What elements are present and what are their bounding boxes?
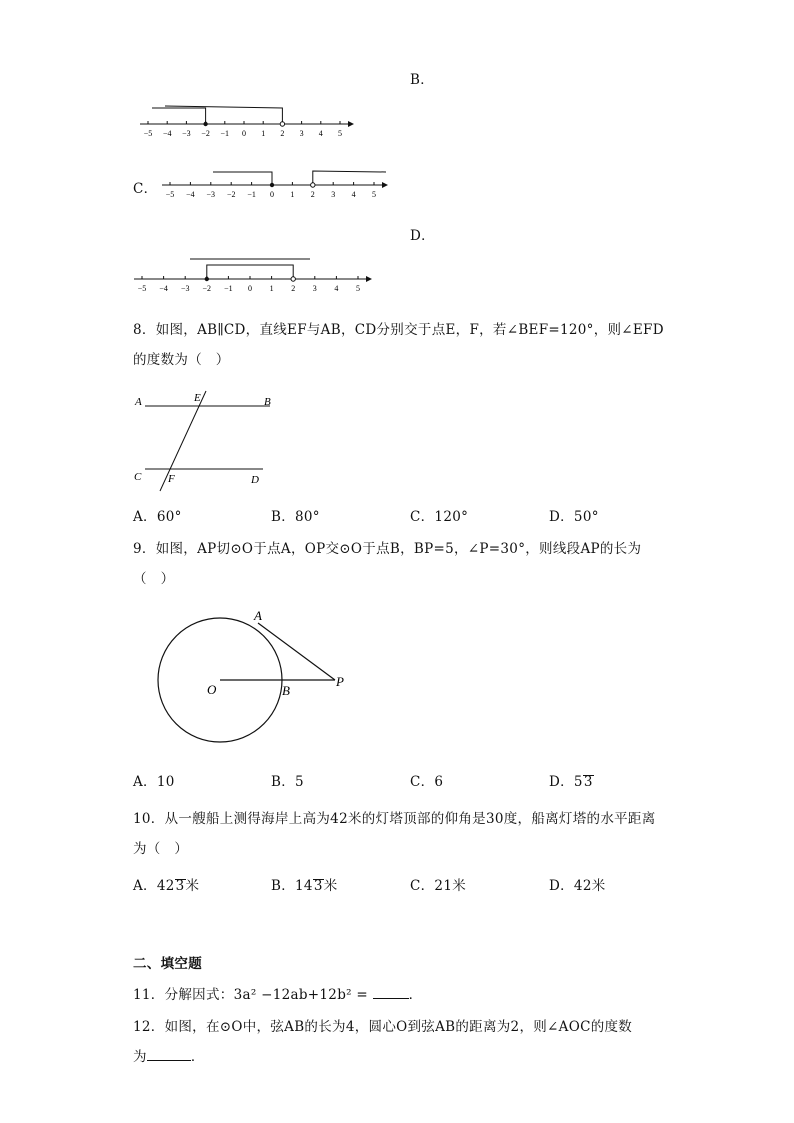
q12-answer-blank[interactable] [147, 1048, 191, 1061]
q12-stem-line2 [133, 1045, 205, 1065]
tick-label: 3 [312, 284, 317, 293]
tick-label: −2 [226, 190, 236, 199]
tick-label: 5 [372, 190, 376, 199]
q9-option-b: B．5 [271, 774, 304, 790]
label-a: A [135, 396, 142, 408]
tick-label: −3 [182, 129, 191, 138]
tick-label: 0 [248, 284, 252, 293]
tick-label: 1 [269, 284, 274, 293]
tick-label: 2 [280, 129, 285, 138]
tick-label: 3 [331, 190, 336, 199]
tick-label: 0 [270, 190, 274, 199]
tick-label: 4 [334, 284, 339, 293]
tick-label: 5 [338, 129, 342, 138]
q10-option-c: C．21米 [410, 878, 467, 894]
q7-option-b-label: B． [410, 72, 435, 88]
q10-stem-line1: 10．从一艘船上测得海岸上高为42米的灯塔顶部的仰角是30度，船离灯塔的水平距离 [133, 811, 656, 827]
hollow-point [280, 122, 284, 126]
tick-label: −4 [186, 190, 195, 199]
tick-label: 4 [318, 129, 323, 138]
tick-label: −2 [202, 284, 212, 293]
q10-option-a-sqrt: 3 [175, 878, 185, 894]
tick-label: −1 [247, 190, 256, 199]
q10-option-b [271, 874, 338, 894]
q12-text-line2: 为 [133, 1049, 147, 1065]
tick-label: −5 [165, 190, 175, 199]
range-bracket-right [165, 106, 282, 124]
tick-label: −4 [159, 284, 168, 293]
q11-text: 11．分解因式：3a² −12ab+12b² = [133, 987, 369, 1003]
solid-point [270, 183, 274, 187]
q7-option-c-label: C． [133, 181, 158, 197]
q11-stem [133, 983, 422, 1003]
q10-option-a-prefix: A．42 [133, 878, 175, 894]
q8-parallel-lines-figure [130, 388, 290, 498]
q12-stem-line1: 12．如图，在⊙O中，弦AB的长为4，圆心O到弦AB的距离为2，则∠AOC的度数 [133, 1019, 633, 1035]
label-c: C [134, 471, 142, 483]
tick-label: 5 [356, 284, 360, 293]
label-o: O [207, 682, 217, 697]
q8-stem-line2: 的度数为（ ） [133, 352, 230, 368]
label-a: A [254, 608, 262, 623]
tick-label: 2 [291, 284, 296, 293]
tick-label: −5 [143, 129, 153, 138]
tick-label: 1 [261, 129, 266, 138]
q10-option-b-sqrt: 3 [313, 878, 323, 894]
tick-label: −1 [220, 129, 230, 138]
q12-end: ． [190, 1049, 205, 1065]
q9-circle-tangent-figure [150, 606, 370, 746]
arrow-icon [366, 276, 372, 282]
range-bracket-left [152, 108, 206, 124]
q10-option-a [133, 874, 199, 894]
label-e: E [194, 392, 201, 404]
tick-label: −3 [180, 284, 190, 293]
q9-stem-line2: （ ） [133, 571, 175, 587]
hollow-point [311, 183, 315, 187]
q9-option-c: C．6 [410, 774, 444, 790]
tick-label: 3 [299, 129, 304, 138]
q11-answer-blank[interactable] [373, 986, 409, 999]
tick-label: 2 [310, 190, 315, 199]
q9-option-d-prefix: D．5 [549, 774, 583, 790]
q7-option-d-label: D． [410, 228, 435, 244]
q9-stem-line1: 9．如图，AP切⊙O于点A，OP交⊙O于点B，BP=5，∠P=30°，则线段AP的长为 [133, 541, 642, 557]
q11-end: ． [408, 987, 423, 1003]
range-bracket-right [313, 171, 386, 185]
label-d: D [251, 474, 259, 486]
label-f: F [168, 473, 175, 485]
tick-label: 0 [242, 129, 246, 138]
tick-label: −3 [206, 190, 216, 199]
tick-label: 1 [290, 190, 295, 199]
q8-option-c: C．120° [410, 509, 469, 525]
q9-option-d [549, 770, 594, 790]
number-line-c [0, 165, 794, 225]
q10-option-b-suffix: 米 [323, 878, 338, 894]
q8-option-d: D．50° [549, 509, 599, 525]
tick-label: 4 [351, 190, 356, 199]
label-b: B [282, 683, 290, 698]
hollow-point [291, 277, 295, 281]
q8-stem-line1: 8．如图，AB∥CD，直线EF与AB，CD分别交于点E，F，若∠BEF=120°，则∠EFD [133, 322, 664, 338]
q10-option-d: D．42米 [549, 878, 606, 894]
section-title: 二、填空题 [133, 956, 202, 972]
number-line-d [0, 255, 794, 315]
tick-label: −4 [162, 129, 172, 138]
q9-option-d-sqrt: 3 [583, 774, 593, 790]
q8-option-b: B．80° [271, 509, 320, 525]
solid-point [205, 277, 209, 281]
q8-option-a: A．60° [133, 509, 182, 525]
tick-label: −1 [224, 284, 233, 293]
q10-option-b-prefix: B．14 [271, 878, 313, 894]
q10-stem-line2: 为（ ） [133, 841, 189, 857]
label-p: P [336, 674, 344, 689]
segment-ap [258, 623, 335, 680]
arrow-icon [382, 182, 388, 188]
tick-label: −5 [137, 284, 147, 293]
q9-option-a: A．10 [133, 774, 175, 790]
q10-option-a-suffix: 米 [185, 878, 200, 894]
range-bracket-left [213, 172, 272, 185]
label-b: B [264, 396, 271, 408]
solid-point [203, 122, 207, 126]
arrow-icon [348, 121, 354, 127]
tick-label: −2 [201, 129, 210, 138]
